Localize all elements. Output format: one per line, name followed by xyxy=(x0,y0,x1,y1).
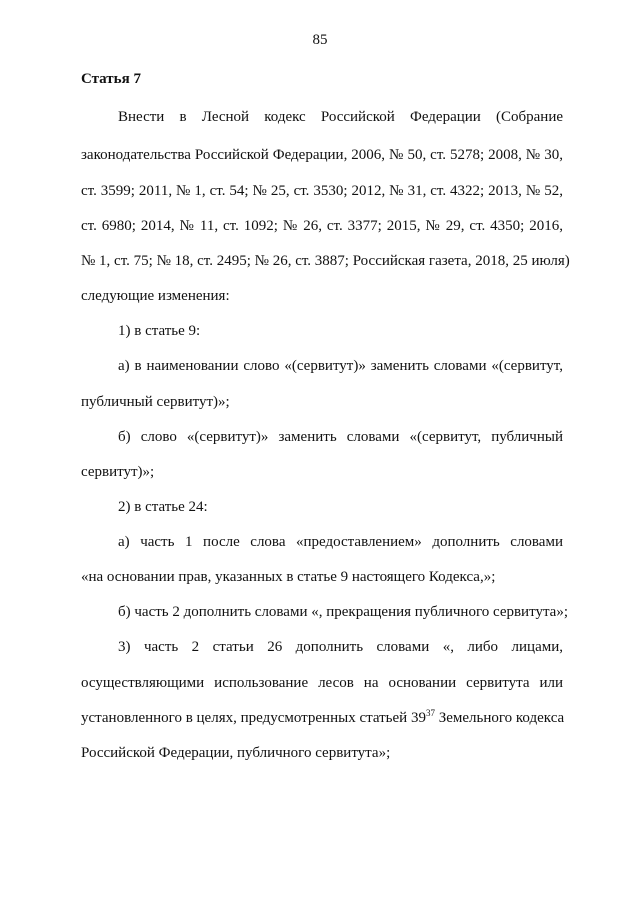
item-3-line xyxy=(81,709,563,727)
intro-line: Внести в Лесной кодекс Российской Федерации (Собрание xyxy=(118,109,563,125)
item-3-text: установленного в целях, предусмотренных статьей 39 xyxy=(81,710,426,726)
item-2b: б) часть 2 дополнить словами «, прекращения публичного сервитута»; xyxy=(118,604,569,620)
article-title: Статья 7 xyxy=(81,71,141,87)
intro-line: № 1, ст. 75; № 18, ст. 2495; № 26, ст. 3887; Российская газета, 2018, 25 июля) xyxy=(81,253,570,269)
item-3-line: 3) часть 2 статьи 26 дополнить словами «, либо лицами, xyxy=(118,639,563,655)
item-1a-line: а) в наименовании слово «(сервитут)» заменить словами «(сервитут, xyxy=(118,358,563,374)
intro-line: ст. 6980; 2014, № 11, ст. 1092; № 26, ст. 3377; 2015, № 29, ст. 4350; 2016, xyxy=(81,218,563,234)
item-2a-line: «на основании прав, указанных в статье 9 настоящего Кодекса,»; xyxy=(81,569,496,585)
article-number-superscript: 37 xyxy=(425,708,435,718)
page-number: 85 xyxy=(312,32,328,48)
item-3-text: Земельного кодекса xyxy=(434,710,565,726)
intro-line: ст. 3599; 2011, № 1, ст. 54; № 25, ст. 3530; 2012, № 31, ст. 4322; 2013, № 52, xyxy=(81,183,563,199)
intro-line: следующие изменения: xyxy=(81,288,230,304)
item-1b-line: б) слово «(сервитут)» заменить словами «(сервитут, публичный xyxy=(118,429,563,445)
intro-line: законодательства Российской Федерации, 2006, № 50, ст. 5278; 2008, № 30, xyxy=(81,147,563,163)
item-1b-line: сервитут)»; xyxy=(81,464,155,480)
item-1: 1) в статье 9: xyxy=(118,323,201,339)
item-3-line: Российской Федерации, публичного сервитута»; xyxy=(81,745,391,761)
item-3-line: осуществляющими использование лесов на основании сервитута или xyxy=(81,675,563,691)
item-2: 2) в статье 24: xyxy=(118,499,208,515)
item-2a-line: а) часть 1 после слова «предоставлением» дополнить словами xyxy=(118,534,563,550)
item-1a-line: публичный сервитут)»; xyxy=(81,394,230,410)
